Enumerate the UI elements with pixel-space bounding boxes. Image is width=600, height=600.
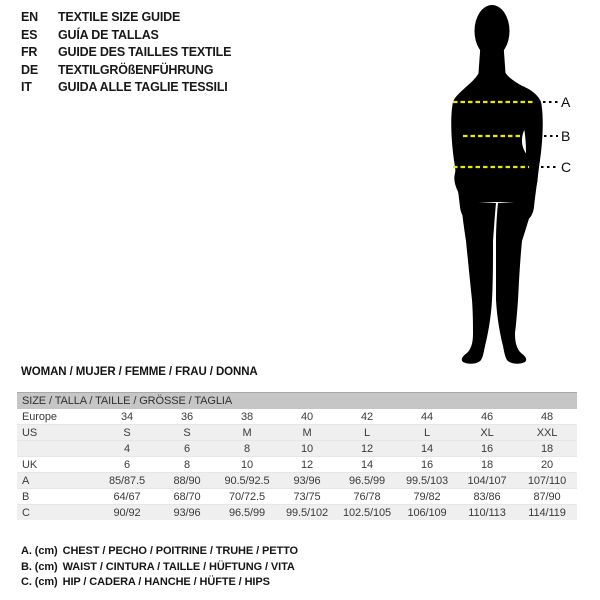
- size-cell: 76/78: [337, 489, 397, 505]
- row-label: C: [17, 505, 97, 521]
- size-cell: 6: [157, 441, 217, 457]
- size-cell: M: [217, 425, 277, 441]
- size-cell: 104/107: [457, 473, 517, 489]
- row-label: Europe: [22, 410, 57, 423]
- legend-key: C. (cm): [21, 576, 58, 589]
- size-cell: 96.5/99: [337, 473, 397, 489]
- size-cell: XXL: [517, 425, 577, 441]
- silhouette-left-leg: [461, 201, 496, 364]
- size-cell: 14: [337, 457, 397, 473]
- size-cell: L: [337, 425, 397, 441]
- language-code: FR: [21, 45, 38, 59]
- size-cell: 16: [457, 441, 517, 457]
- language-row-es: [21, 27, 231, 45]
- size-cell: 8: [157, 457, 217, 473]
- size-cell: 14: [397, 441, 457, 457]
- language-row-de: [21, 62, 231, 80]
- size-cell: 106/109: [397, 505, 457, 521]
- size-cell: S: [97, 425, 157, 441]
- language-label: GUIDE DES TAILLES TEXTILE: [58, 45, 232, 59]
- size-cell: 34: [120, 410, 134, 423]
- language-row-en: [21, 9, 231, 27]
- language-code: DE: [21, 62, 38, 77]
- size-cell: 96.5/99: [217, 505, 277, 521]
- row-label: US: [17, 425, 97, 441]
- legend-row-waist: [21, 560, 298, 576]
- language-code: IT: [21, 80, 32, 94]
- row-label: B: [17, 489, 97, 505]
- size-cell: 93/96: [157, 505, 217, 521]
- size-cell: 88/90: [157, 473, 217, 489]
- legend-key: A. (cm): [21, 545, 58, 557]
- row-label: [17, 441, 97, 457]
- row-label: A: [17, 473, 97, 489]
- size-cell: 6: [97, 457, 157, 473]
- language-list: [21, 9, 231, 97]
- legend-label: WAIST / CINTURA / TAILLE / HÜFTUNG / VITA: [62, 560, 295, 573]
- size-cell: 99.5/103: [397, 473, 457, 489]
- size-cell: 46: [480, 410, 494, 423]
- size-cell: L: [397, 425, 457, 441]
- legend-label: CHEST / PECHO / POITRINE / TRUHE / PETTO: [62, 545, 298, 557]
- size-table: [17, 392, 577, 520]
- size-table-grid: [17, 409, 577, 520]
- legend-label: HIP / CADERA / HANCHE / HÜFTE / HIPS: [62, 576, 270, 589]
- size-cell: 87/90: [517, 489, 577, 505]
- measurement-figure: [415, 0, 600, 380]
- size-cell: 110/113: [457, 505, 517, 521]
- table-row-europe: [17, 409, 577, 425]
- size-cell: 10: [217, 457, 277, 473]
- measurement-legend: [21, 544, 298, 591]
- size-cell: 48: [540, 410, 554, 423]
- size-cell: 99.5/102: [277, 505, 337, 521]
- size-cell: 90.5/92.5: [217, 473, 277, 489]
- size-cell: 12: [277, 457, 337, 473]
- table-row-hip-c: [17, 505, 577, 521]
- size-cell: 4: [97, 441, 157, 457]
- table-row-waist-b: [17, 489, 577, 505]
- size-cell: 73/75: [277, 489, 337, 505]
- row-label: UK: [17, 457, 97, 473]
- language-code: EN: [21, 10, 38, 24]
- table-row-us-numeric: [17, 441, 577, 457]
- table-row-us: [17, 425, 577, 441]
- size-cell: 107/110: [517, 473, 577, 489]
- size-cell: S: [157, 425, 217, 441]
- size-cell: 83/86: [457, 489, 517, 505]
- size-cell: 18: [457, 457, 517, 473]
- woman-silhouette-diagram: [415, 0, 600, 380]
- size-cell: 18: [517, 441, 577, 457]
- size-cell: 12: [337, 441, 397, 457]
- size-cell: 10: [277, 441, 337, 457]
- size-cell: 16: [397, 457, 457, 473]
- marker-letter-c: C: [561, 159, 572, 175]
- language-label: GUIDA ALLE TAGLIE TESSILI: [58, 80, 228, 94]
- size-cell: 70/72.5: [217, 489, 277, 505]
- size-cell: 93/96: [277, 473, 337, 489]
- size-cell: 68/70: [157, 489, 217, 505]
- language-row-it: [21, 79, 231, 97]
- size-cell: 90/92: [97, 505, 157, 521]
- table-row-chest-a: [17, 473, 577, 489]
- size-cell: 79/82: [397, 489, 457, 505]
- size-table-header: SIZE / TALLA / TAILLE / GRÖSSE / TAGLIA: [17, 392, 577, 409]
- size-cell: 38: [240, 410, 254, 423]
- size-cell: 114/119: [517, 505, 577, 521]
- size-cell: 85/87.5: [97, 473, 157, 489]
- size-cell: 64/67: [97, 489, 157, 505]
- language-row-fr: [21, 44, 231, 62]
- size-cell: 44: [420, 410, 434, 423]
- silhouette-right-leg: [496, 201, 533, 364]
- size-cell: 20: [517, 457, 577, 473]
- legend-row-hip: [21, 575, 298, 591]
- legend-key: B. (cm): [21, 560, 58, 573]
- legend-row-chest: [21, 544, 298, 560]
- size-cell: 8: [217, 441, 277, 457]
- language-label: GUÍA DE TALLAS: [58, 27, 159, 42]
- size-cell: M: [277, 425, 337, 441]
- language-code: ES: [21, 27, 38, 42]
- size-cell: 42: [360, 410, 374, 423]
- language-label: TEXTILGRÖßENFÜHRUNG: [58, 62, 214, 77]
- marker-letter-a: A: [561, 94, 571, 110]
- size-cell: XL: [457, 425, 517, 441]
- size-cell: 36: [180, 410, 194, 423]
- size-cell: 40: [300, 410, 314, 423]
- language-label: TEXTILE SIZE GUIDE: [58, 10, 181, 24]
- section-title-woman: WOMAN / MUJER / FEMME / FRAU / DONNA: [21, 366, 258, 378]
- size-cell: 102.5/105: [337, 505, 397, 521]
- marker-letter-b: B: [561, 128, 571, 144]
- table-row-uk: [17, 457, 577, 473]
